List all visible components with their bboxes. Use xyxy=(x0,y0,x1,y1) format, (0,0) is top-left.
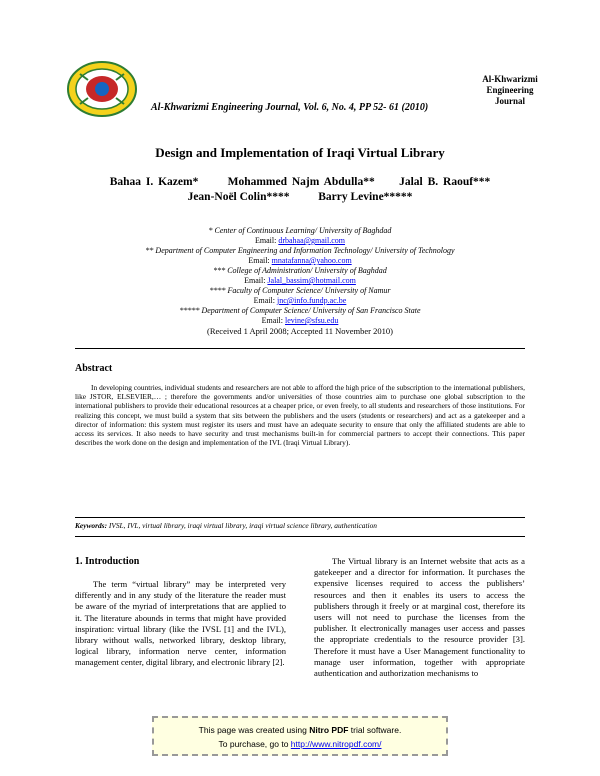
journal-citation: Al-Khwarizmi Engineering Journal, Vol. 6, No. 4, PP 52- 61 (2010) xyxy=(151,102,429,113)
affiliation-dept: ** Department of Computer Engineering and Information Technology/ University of Technology xyxy=(145,246,455,255)
email-label: Email: xyxy=(254,236,277,245)
keywords xyxy=(75,521,525,530)
divider xyxy=(75,517,525,518)
affiliation-email-row xyxy=(0,256,600,266)
nitro-line-1 xyxy=(154,723,446,737)
journal-name-line: Al-Khwarizmi xyxy=(482,74,538,84)
email-link[interactable]: levine@sfsu.edu xyxy=(284,316,339,325)
affiliation-email-row xyxy=(0,296,600,306)
email-link[interactable]: mnatafanna@yahoo.com xyxy=(271,256,352,265)
nitro-text: To purchase, go to xyxy=(218,739,291,749)
affiliation-email-row xyxy=(0,276,600,286)
affiliation-email-row xyxy=(0,236,600,246)
email-label: Email: xyxy=(244,276,266,285)
abstract-text: In developing countries, individual students and researchers are not able to afford the high price of the subscription to the international publishers, like JSTOR, ELSEVIER,… ; therefore the governments and/or universities of those countries aim to purchase one global subscription to the international publishers to provide their educational resources at a cheaper price, or even freely, to all students and researchers of those institutions. For realizing this concept, we must build a system that sits between the publishers and the users (students or researchers) and act as a gatekeeper and a director of information: this system must register its users and must have an adequate security to ensure that only the affiliated students are able to access its services. It also needs to have security and trust mechanisms built-in for commercial partners to accept their connections. This paper describes the work done on the design and implementation of the IVL (Iraqi Virtual Library). xyxy=(75,383,525,448)
nitro-brand: Nitro PDF xyxy=(309,725,349,735)
divider xyxy=(75,536,525,537)
affiliation-dept: ***** Department of Computer Science/ University of San Francisco State xyxy=(179,306,421,315)
section-heading-introduction: 1. Introduction xyxy=(75,556,140,567)
nitro-purchase-link[interactable]: http://www.nitropdf.com/ xyxy=(290,739,382,749)
affiliations xyxy=(0,226,600,326)
nitro-text: trial software. xyxy=(348,725,402,735)
divider xyxy=(75,348,525,349)
paper-title: Design and Implementation of Iraqi Virtual Library xyxy=(155,145,445,160)
right-column xyxy=(314,556,525,679)
authors-line-2: Jean-Noël Colin**** Barry Levine***** xyxy=(187,191,413,203)
nitro-trial-banner xyxy=(152,716,448,756)
email-link[interactable]: jnc@info.fundp.ac.be xyxy=(276,296,347,305)
email-link[interactable]: Jalal_bassim@hotmail.com xyxy=(267,276,356,285)
left-column xyxy=(75,556,286,669)
journal-logo xyxy=(66,60,138,118)
nitro-text: This page was created using xyxy=(198,725,310,735)
journal-name-line: Engineering xyxy=(486,85,534,95)
email-label: Email: xyxy=(261,316,283,325)
affiliation-dept: *** College of Administration/ University of Baghdad xyxy=(213,266,387,275)
journal-name-block xyxy=(460,74,560,107)
journal-name-line: Journal xyxy=(494,96,525,106)
email-label: Email: xyxy=(248,256,270,265)
authors-line-1: Bahaa I. Kazem* Mohammed Najm Abdulla** Jalal B. Raouf*** xyxy=(109,176,491,188)
intro-paragraph-left: The term “virtual library” may be interpreted very differently and in any study of the literature the reader must be aware of the myriad of interpretations that are applied to it. The literature abounds in terms that might have provided inspiration: virtual library (like the IVSL [1] and the IVL), library without walls, networked library, desktop library, logical library, information nerve center, information management center, digital library, and electronic library [2]. xyxy=(75,579,286,668)
abstract-heading: Abstract xyxy=(75,363,113,374)
intro-paragraph-right: The Virtual library is an Internet website that acts as a gatekeeper and a director for information. It purchases the expensive licenses required to access the publishers’ resources and then it enables its users to access the publishers through it freely or at marginal cost, therefore its users will not need to purchase the licenses from the publisher. It electronically manages user access and passes the appropriate credentials to the resource provider [3]. Therefore it must have a User Management functionality to manage user information, together with appropriate authentication and authorization mechanisms to xyxy=(314,556,525,679)
affiliation-email-row xyxy=(0,316,600,326)
email-link[interactable]: drbahaa@gmail.com xyxy=(278,236,345,245)
received-dates: (Received 1 April 2008; Accepted 11 November 2010) xyxy=(207,326,393,336)
email-label: Email: xyxy=(253,296,275,305)
nitro-line-2 xyxy=(154,737,446,751)
affiliation-dept: * Center of Continuous Learning/ University of Baghdad xyxy=(208,226,392,235)
keywords-list: IVSL, IVL, virtual library, iraqi virtual library, iraqi virtual science library, authentication xyxy=(107,521,377,530)
affiliation-dept: **** Faculty of Computer Science/ University of Namur xyxy=(209,286,391,295)
keywords-label: Keywords: xyxy=(75,521,108,530)
